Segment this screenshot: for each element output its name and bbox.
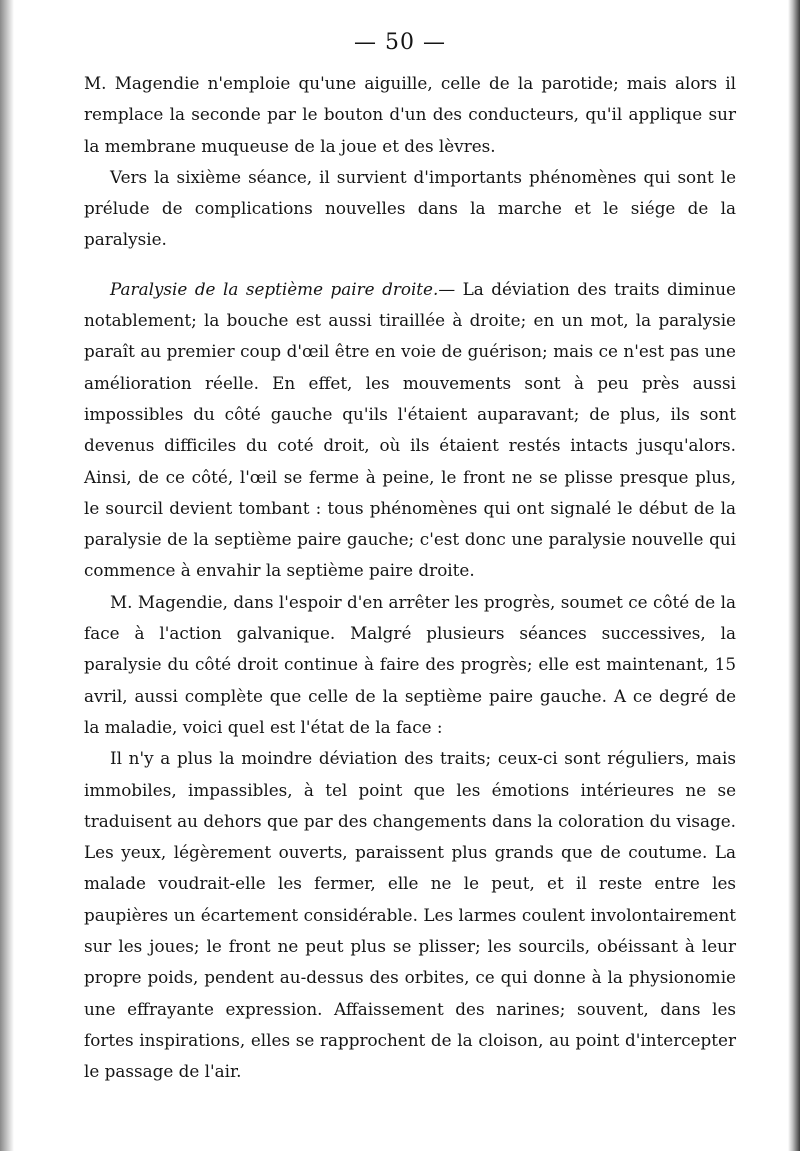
paragraph-1: M. Magendie n'emploie qu'une aiguille, celle de la parotide; mais alors il remplace la seconde par le bouton d'un des conducteurs, qu'il applique sur la membrane muqueuse de la joue et des lèvres. <box>84 73 736 156</box>
paragraph-3 <box>84 274 736 587</box>
page-number: — 50 — <box>354 30 446 55</box>
section-heading: Paralysie de la septième paire droite. <box>110 278 439 299</box>
paragraph-3-text: — La déviation des traits diminue notablement; la bouche est aussi tiraillée à droite; en un mot, la paralysie paraît au premier coup d'œil être en voie de guérison; mais ce n'est pas une amélioration réelle. En effet, les mouvements sont à peu près aussi impossibles du côté gauche qu'ils l'étaient auparavant; de plus, ils sont devenus difficiles du coté droit, où ils étaient restés intacts jusqu'alors. Ainsi, de ce côté, l'œil se ferme à peine, le front ne se plisse presque plus, le sourcil devient tombant : tous phénomènes qui ont signalé le début de la paralysie de la septième paire gauche; c'est donc une paralysie nouvelle qui commence à envahir la septième paire droite. <box>84 278 736 581</box>
body-text <box>84 68 736 1088</box>
paragraph-2: Vers la sixième séance, il survient d'importants phénomènes qui sont le prélude de complications nouvelles dans la marche et le siége de la paralysie. <box>84 166 736 250</box>
paragraph-4: M. Magendie, dans l'espoir d'en arrêter les progrès, soumet ce côté de la face à l'action galvanique. Malgré plusieurs séances successives, la paralysie du côté droit continue à faire des progrès; elle est maintenant, 15 avril, aussi complète que celle de la septième paire gauche. A ce degré de la maladie, voici quel est l'état de la face : <box>84 591 736 737</box>
paragraph-5: Il n'y a plus la moindre déviation des traits; ceux-ci sont réguliers, mais immobiles, impassibles, à tel point que les émotions intérieures ne se traduisent au dehors que par des changements dans la coloration du visage. Les yeux, légèrement ouverts, paraissent plus grands que de coutume. La malade voudrait-elle les fermer, elle ne le peut, et il reste entre les paupières un écartement considérable. Les larmes coulent involontairement sur les joues; le front ne peut plus se plisser; les sourcils, obéissant à leur propre poids, pendent au-dessus des orbites, ce qui donne à la physionomie une effrayante expression. Affaissement des narines; souvent, dans les fortes inspirations, elles se rapprochent de la cloison, au point d'intercepter le passage de l'air. <box>84 748 736 1082</box>
